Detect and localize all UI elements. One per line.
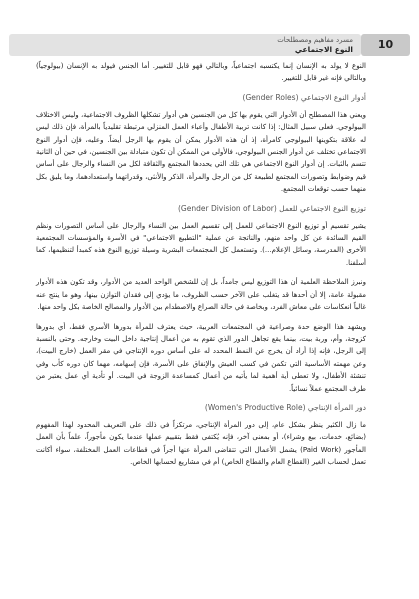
gender-division-paragraph-2: ونبرز الملاحظة العلمية أن هذا التوزيع ليس جامداً، بل إن للشخص الواحد العديد من الأدوار، وقد تكون هذه الأدوار مقبولة عامة، إلا أن أحدها قد يتغلب على الآخر حسب الظروف، ما يؤدي إلى فقدان التوازن بينها، وهو ما ينتج عنه غالباً انعكاسات على معاش الفرد، وبخاصة في حالة الصراع والاصطدام بين الأدوار والمصالح الخاصة بكل واحد منها. (36, 278, 366, 312)
series-title: مسرد مفاهيم ومصطلحات (277, 36, 353, 44)
page-header (0, 0, 419, 58)
gender-roles-paragraph: ويعني هذا المصطلح أن الأدوار التي يقوم بها كل من الجنسين هي أدوار تشكلها الظروف الاجتماعية، وليس الاختلاف البيولوجي. فعلى سبيل المثال: إذا كانت تربية الأطفال وأعباء العمل المنزلي مرتبطة تقليدياً بالمرأة، فإن ذلك ليس له علاقة بتكوينها البيولوجي كامرأة، إذ أن هذه الأدوار يمكن أن يقوم بها الرجل أيضاً. وعليه، فإن أدوار النوع الاجتماعي تختلف عن أدوار الجنس البيولوجي، فالأولى من الممكن أن تكون متبادلة بين الجنسين، في حين أن الثانية تتسم بالثبات. إن أدوار النوع الاجتماعي هي تلك التي يحددها المجتمع والثقافة لكل من النساء والرجال على أساس قيم وضوابط وتصورات المجتمع لطبيعة كل من الرجل والمرأة، الذكر والأنثى، وقدراتهما واستعدادهما، وما يليق بكل منهما حسب توقعات المجتمع. (36, 110, 366, 194)
intro-paragraph: النوع لا يولد به الإنسان إنما يكتسبه اجتماعياً، وبالتالي فهو قابل للتغيير. أما الجنس فيولد به الإنسان (بيولوجياً) وبالتالي فإنه غير قابل للتغيير. (36, 62, 366, 83)
gender-division-paragraph-3: ويشهد هذا الوضع حدة وصراعية في المجتمعات العربية، حيث يعترف للمرأة بدورها الأسري فقط، أي بدورها كزوجة، وأم، وربة بيت، بينما يقع تجاهل الدور الذي تقوم به من أعمال إنتاجية داخل البيت وخارجه. وحتى بالنسبة إلى الرجل، فإنه إذا أراد أن يخرج عن النمط المحدد له على أساس دوره الإنتاجي في مقر العمل (خارج البيت)، وعن مهمته الأساسية التي تكمن في كسب العيش والإنفاق على الأسرة، فإن إسهامه، مهما كان دوره كأب وفي تنشئة الأطفال، ولا تعطى أية أهمية لما يأتيه من أعمال كمساعدة الزوجة في البيت. أو تأدية أي عمل يعتبر من طرف المجتمع عملاً نسائياً. (36, 322, 366, 393)
gender-division-paragraph-1: يشير تقسيم أو توزيع النوع الاجتماعي للعمل إلى تقسيم العمل بين النساء والرجال على أساس التصورات ونظم القيم السائدة عن كل واحد منهم، والناتجة عن عملية "التطبيع الاجتماعي" في الأسرة والمؤسسات المجتمعية الأخرى (المدرسة، وسائل الإعلام...). وتستعمل كل المجتمعات البشرية وسيلة توزيع النوع هذه كمبدأ لتنظيمها، كما أسلفنا. (36, 221, 366, 267)
page-body (36, 60, 366, 476)
gender-division-heading: توزيع النوع الاجتماعي للعمل (Gender Division of Labor) (177, 203, 366, 213)
page-number: 10 (361, 34, 410, 56)
productive-role-paragraph: ما زال الكثير ينظر بشكل عام، إلى دور المرأة الإنتاجي، مرتكزاً في ذلك على التعريف المحدود لهذا المفهوم (بضائع، خدمات، بيع وشراء)، أو بمعنى آخر، فإنه يُكتفى فقط بتقييم عملها عندما يكون مأجوراً، علماً بأن العمل المأجور (Paid Work) يشمل الأعمال التي تتقاضى المرأة عنها أجراً في قطاعات العمل المختلفة، سواء أكانت تعمل لحساب الغير (القطاع العام والقطاع الخاص) أم في مشاريع لحسابها الخاص. (36, 420, 366, 467)
productive-role-heading: دور المرأة الإنتاجي (Women's Productive Role) (204, 402, 366, 412)
gender-roles-heading: أدوار النوع الاجتماعي (Gender Roles) (242, 92, 366, 102)
chapter-title: النوع الاجتماعي (294, 45, 353, 54)
